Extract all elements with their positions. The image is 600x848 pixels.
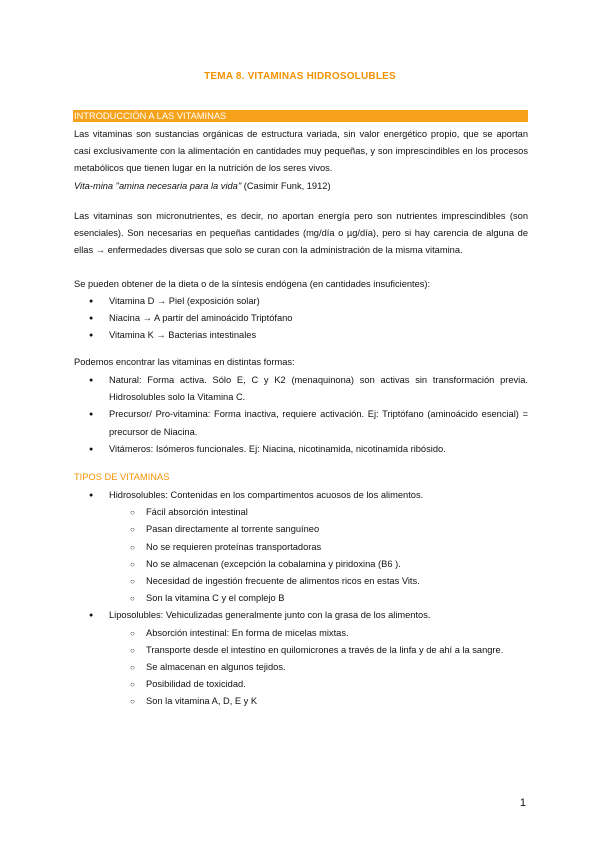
quote-line bbox=[74, 178, 528, 195]
page-number: 1 bbox=[519, 797, 526, 809]
sublist-item: ○ Posibilidad de toxicidad. bbox=[109, 676, 528, 693]
section-heading-introduccion: INTRODUCCIÓN A LAS VITAMINAS bbox=[73, 110, 528, 122]
list-item-hidrosolubles bbox=[74, 487, 528, 607]
sublist-hidrosolubles bbox=[109, 504, 528, 607]
paragraph-forms-intro: Podemos encontrar las vitaminas en distintas formas: bbox=[74, 357, 295, 367]
document-title: TEMA 8. VITAMINAS HIDROSOLUBLES bbox=[204, 71, 396, 82]
sublist-item: ○ Fácil absorción intestinal bbox=[109, 504, 528, 521]
sublist-item: ○ No se requieren proteínas transportadoras bbox=[109, 539, 528, 556]
sublist-item: ○ Son la vitamina A, D, E y K bbox=[109, 693, 528, 710]
list-item: ● Vitamina K → Bacterias intestinales bbox=[74, 327, 528, 344]
sublist-item: ○ Se almacenan en algunos tejidos. bbox=[109, 659, 528, 676]
section-heading-tipos: TIPOS DE VITAMINAS bbox=[74, 472, 170, 482]
sublist-item: ○ Son la vitamina C y el complejo B bbox=[109, 590, 528, 607]
list-item-liposolubles bbox=[74, 607, 528, 710]
quote-author: (Casimir Funk, 1912) bbox=[241, 181, 331, 191]
list-item: ● Vitámeros: Isómeros funcionales. Ej: Niacina, nicotinamida, nicotinamida ribósido. bbox=[74, 441, 528, 458]
sublist-liposolubles bbox=[109, 625, 528, 711]
quote-text: Vita-mina "amina necesaria para la vida" bbox=[74, 181, 242, 191]
paragraph-micronutrients: Las vitaminas son micronutrientes, es decir, no aportan energía pero son nutrientes imprescindibles (son esenciales). Son necesarias en pequeñas cantidades (mg/día o µg/día), pero si hay carencia de alguna de ellas → enfermedades diversas que solo se curan con la administración de la misma vitamina. bbox=[74, 211, 528, 256]
sublist-item: ○ Necesidad de ingestión frecuente de alimentos ricos en estas Vits. bbox=[109, 573, 528, 590]
sublist-item: ○ Transporte desde el intestino en quilomicrones a través de la linfa y de ahí a la sangre. bbox=[109, 642, 528, 659]
list-vitamin-forms bbox=[74, 372, 528, 458]
paragraph-definition: Las vitaminas son sustancias orgánicas de estructura variada, sin valor energético propio, que se aportan casi exclusivamente con la alimentación en cantidades muy pequeñas, y son imprescindibles en los procesos metabólicos que tienen lugar en la nutrición de los seres vivos. bbox=[74, 129, 528, 174]
liposolubles-label: Liposolubles: Vehiculizadas generalmente junto con la grasa de los alimentos. bbox=[109, 610, 431, 621]
paragraph-sources-intro: Se pueden obtener de la dieta o de la síntesis endógena (en cantidades insuficientes): bbox=[74, 279, 431, 289]
list-item: ● Vitamina D → Piel (exposición solar) bbox=[74, 293, 528, 310]
sublist-item: ○ Pasan directamente al torrente sanguíneo bbox=[109, 521, 528, 538]
list-vitamin-types bbox=[74, 487, 528, 711]
list-item: ● Natural: Forma activa. Sólo E, C y K2 (menaquinona) son activas sin transformación previa. Hidrosolubles solo la Vitamina C. bbox=[74, 372, 528, 406]
sublist-item: ○ Absorción intestinal: En forma de micelas mixtas. bbox=[109, 625, 528, 642]
list-item: ● Niacina → A partir del aminoácido Triptófano bbox=[74, 310, 528, 327]
list-item: ● Precursor/ Pro-vitamina: Forma inactiva, requiere activación. Ej: Triptófano (aminoácido esencial) = precursor de Niacina. bbox=[74, 406, 528, 440]
sublist-item: ○ No se almacenan (excepción la cobalamina y piridoxina (B6 ). bbox=[109, 556, 528, 573]
hidrosolubles-label: Hidrosolubles: Contenidas en los compartimentos acuosos de los alimentos. bbox=[109, 490, 424, 500]
list-endogenous-sources bbox=[74, 293, 528, 345]
